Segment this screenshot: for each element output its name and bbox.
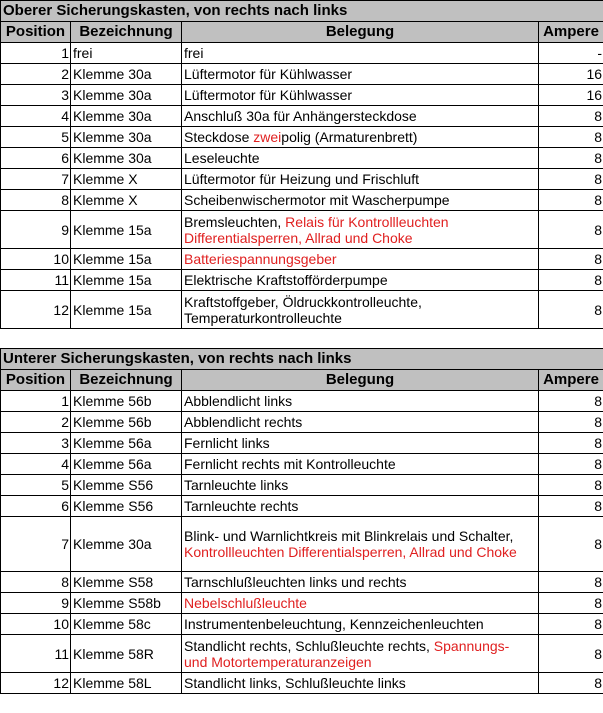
fuse-ampere: 8 (539, 291, 603, 329)
fuse-bezeichnung: Klemme 56b (71, 391, 182, 412)
belegung-text: Standlicht links, Schlußleuchte links (184, 675, 406, 691)
belegung-text: Lüftermotor für Kühlwasser (184, 87, 353, 103)
fuse-position: 9 (1, 593, 71, 614)
fuse-bezeichnung: Klemme 56b (71, 412, 182, 433)
fuse-ampere: 8 (539, 127, 603, 148)
belegung-text: Kraftstoffgeber, Öldruckkontrolleuchte, Temperaturkontrolleuchte (184, 293, 422, 326)
fuse-position: 3 (1, 85, 71, 106)
header-ampere: Ampere (539, 22, 603, 43)
fuse-position: 8 (1, 572, 71, 593)
fuse-position: 12 (1, 291, 71, 329)
fuse-bezeichnung: Klemme 30a (71, 148, 182, 169)
fuse-bezeichnung: Klemme S56 (71, 496, 182, 517)
header-belegung: Belegung (182, 370, 539, 391)
fuse-bezeichnung: frei (71, 43, 182, 64)
belegung-text: Tarnschlußleuchten links und rechts (184, 574, 407, 590)
fuse-position: 11 (1, 270, 71, 291)
fuse-belegung (182, 433, 539, 454)
fuse-ampere: 8 (539, 496, 603, 517)
fuse-bezeichnung: Klemme S58b (71, 593, 182, 614)
belegung-text: polig (Armaturenbrett) (281, 129, 418, 145)
fuse-row (1, 391, 603, 412)
fuse-belegung (182, 673, 539, 694)
fuse-belegung (182, 635, 539, 673)
fuse-belegung (182, 85, 539, 106)
fuse-bezeichnung: Klemme 30a (71, 127, 182, 148)
fuse-ampere: 8 (539, 593, 603, 614)
belegung-text: Scheibenwischermotor mit Wascherpumpe (184, 192, 450, 208)
fuse-belegung (182, 412, 539, 433)
fuse-bezeichnung: Klemme 56a (71, 454, 182, 475)
fuse-belegung (182, 270, 539, 291)
fuse-position: 4 (1, 454, 71, 475)
fuse-row (1, 572, 603, 593)
fuse-position: 6 (1, 496, 71, 517)
fuse-bezeichnung: Klemme X (71, 190, 182, 211)
fuse-belegung (182, 475, 539, 496)
fuse-ampere: 8 (539, 635, 603, 673)
fuse-bezeichnung: Klemme 15a (71, 249, 182, 270)
fuse-row (1, 433, 603, 454)
fuse-belegung (182, 391, 539, 412)
fuse-position: 9 (1, 211, 71, 249)
fuse-row (1, 43, 603, 64)
fuse-row (1, 270, 603, 291)
fuse-ampere: 8 (539, 106, 603, 127)
belegung-text: Abblendlicht links (184, 393, 293, 409)
fuse-bezeichnung: Klemme 58R (71, 635, 182, 673)
fuse-row (1, 475, 603, 496)
header-position: Position (1, 370, 71, 391)
fuse-position: 5 (1, 475, 71, 496)
fuse-row (1, 190, 603, 211)
fuse-position: 5 (1, 127, 71, 148)
belegung-highlight-text: Relais für Kontrollleuchten Differentialsperren, Allrad und Choke (184, 213, 449, 246)
upper-header-row (1, 22, 603, 43)
fuse-position: 2 (1, 412, 71, 433)
fuse-belegung (182, 249, 539, 270)
fuse-ampere: 8 (539, 614, 603, 635)
fuse-row (1, 673, 603, 694)
fuse-bezeichnung: Klemme 58L (71, 673, 182, 694)
belegung-text: Elektrische Kraftstofförderpumpe (184, 272, 388, 288)
belegung-text: Lüftermotor für Kühlwasser (184, 66, 353, 82)
fuse-row (1, 148, 603, 169)
fuse-belegung (182, 127, 539, 148)
fuse-ampere: - (539, 43, 603, 64)
fuse-ampere: 8 (539, 148, 603, 169)
fuse-row (1, 496, 603, 517)
fuse-position: 7 (1, 517, 71, 572)
fuse-ampere: 16 (539, 64, 603, 85)
fuse-position: 11 (1, 635, 71, 673)
fuse-row (1, 127, 603, 148)
fuse-ampere: 16 (539, 85, 603, 106)
fuse-position: 6 (1, 148, 71, 169)
fuse-belegung (182, 148, 539, 169)
fuse-ampere: 8 (539, 433, 603, 454)
fuse-position: 1 (1, 43, 71, 64)
fuse-ampere: 8 (539, 169, 603, 190)
fuse-position: 4 (1, 106, 71, 127)
fuse-row (1, 593, 603, 614)
belegung-text: Anschluß 30a für Anhängersteckdose (184, 108, 417, 124)
fuse-position: 1 (1, 391, 71, 412)
fuse-bezeichnung: Klemme 58c (71, 614, 182, 635)
fuse-position: 12 (1, 673, 71, 694)
lower-title: Unterer Sicherungskasten, von rechts nach links (1, 349, 603, 370)
belegung-text: Tarnleuchte links (184, 477, 289, 493)
upper-fuse-table (1, 1, 603, 329)
fuse-bezeichnung: Klemme 30a (71, 106, 182, 127)
fuse-belegung (182, 454, 539, 475)
fuse-belegung (182, 572, 539, 593)
fuse-bezeichnung: Klemme 56a (71, 433, 182, 454)
fuse-belegung (182, 496, 539, 517)
fuse-ampere: 8 (539, 249, 603, 270)
fuse-ampere: 8 (539, 412, 603, 433)
belegung-text: frei (184, 45, 204, 61)
header-bezeichnung: Bezeichnung (71, 22, 182, 43)
fuse-row (1, 291, 603, 329)
belegung-text: Tarnleuchte rechts (184, 498, 299, 514)
fuse-position: 10 (1, 249, 71, 270)
fuse-belegung (182, 106, 539, 127)
fuse-ampere: 8 (539, 454, 603, 475)
fuse-position: 8 (1, 190, 71, 211)
fuse-ampere: 8 (539, 211, 603, 249)
fuse-ampere: 8 (539, 475, 603, 496)
belegung-highlight-text: Nebelschlußleuchte (184, 595, 307, 611)
section-gap (1, 329, 603, 349)
belegung-highlight-text: Spannungs- und Motortemperaturanzeigen (184, 637, 510, 670)
header-ampere: Ampere (539, 370, 603, 391)
belegung-text: Lüftermotor für Heizung und Frischluft (184, 171, 419, 187)
belegung-text: Bremsleuchten, (184, 213, 286, 230)
belegung-text: Fernlicht rechts mit Kontrolleuchte (184, 456, 396, 472)
fuse-ampere: 8 (539, 673, 603, 694)
fuse-bezeichnung: Klemme 30a (71, 64, 182, 85)
fuse-row (1, 85, 603, 106)
upper-title: Oberer Sicherungskasten, von rechts nach links (1, 1, 603, 22)
header-bezeichnung: Bezeichnung (71, 370, 182, 391)
fuse-row (1, 106, 603, 127)
belegung-highlight-text: Kontrollleuchten Differentialsperren, Allrad und Choke (184, 544, 517, 560)
upper-title-row (1, 1, 603, 22)
lower-title-row (1, 349, 603, 370)
fuse-row (1, 454, 603, 475)
belegung-text: Instrumentenbeleuchtung, Kennzeichenleuchten (184, 616, 484, 632)
fuse-bezeichnung: Klemme 15a (71, 211, 182, 249)
belegung-text: Leseleuchte (184, 150, 260, 166)
fuse-bezeichnung: Klemme 30a (71, 517, 182, 572)
fuse-position: 2 (1, 64, 71, 85)
fuse-belegung (182, 190, 539, 211)
fuse-ampere: 8 (539, 517, 603, 572)
fuse-bezeichnung: Klemme 15a (71, 291, 182, 329)
belegung-text: Abblendlicht rechts (184, 414, 303, 430)
belegung-text: Fernlicht links (184, 435, 270, 451)
fuse-bezeichnung: Klemme 30a (71, 85, 182, 106)
fuse-belegung (182, 64, 539, 85)
lower-header-row (1, 370, 603, 391)
fuse-row (1, 249, 603, 270)
belegung-text: Steckdose (184, 129, 254, 145)
fuse-position: 3 (1, 433, 71, 454)
fuse-ampere: 8 (539, 572, 603, 593)
header-belegung: Belegung (182, 22, 539, 43)
fuse-position: 7 (1, 169, 71, 190)
fuse-belegung (182, 593, 539, 614)
fuse-ampere: 8 (539, 190, 603, 211)
fuse-belegung (182, 169, 539, 190)
fuse-ampere: 8 (539, 270, 603, 291)
fuse-belegung (182, 291, 539, 329)
fuse-bezeichnung: Klemme X (71, 169, 182, 190)
belegung-highlight-text: Batteriespannungsgeber (184, 251, 337, 267)
fuse-row (1, 614, 603, 635)
fuse-position: 10 (1, 614, 71, 635)
fuse-belegung (182, 614, 539, 635)
fuse-belegung (182, 43, 539, 64)
lower-fuse-table (1, 349, 603, 694)
fuse-row (1, 211, 603, 249)
fuse-bezeichnung: Klemme S56 (71, 475, 182, 496)
fuse-belegung (182, 211, 539, 249)
fuse-row (1, 635, 603, 673)
fuse-row (1, 517, 603, 572)
fuse-row (1, 64, 603, 85)
fuse-belegung (182, 517, 539, 572)
fuse-bezeichnung: Klemme S58 (71, 572, 182, 593)
header-position: Position (1, 22, 71, 43)
belegung-text: Standlicht rechts, Schlußleuchte rechts, (184, 637, 434, 654)
fuse-bezeichnung: Klemme 15a (71, 270, 182, 291)
belegung-text: Blink- und Warnlichtkreis mit Blinkrelais und Schalter, (184, 528, 514, 544)
fuse-ampere: 8 (539, 391, 603, 412)
fuse-row (1, 169, 603, 190)
belegung-highlight-text: zwei (253, 129, 282, 145)
fuse-row (1, 412, 603, 433)
